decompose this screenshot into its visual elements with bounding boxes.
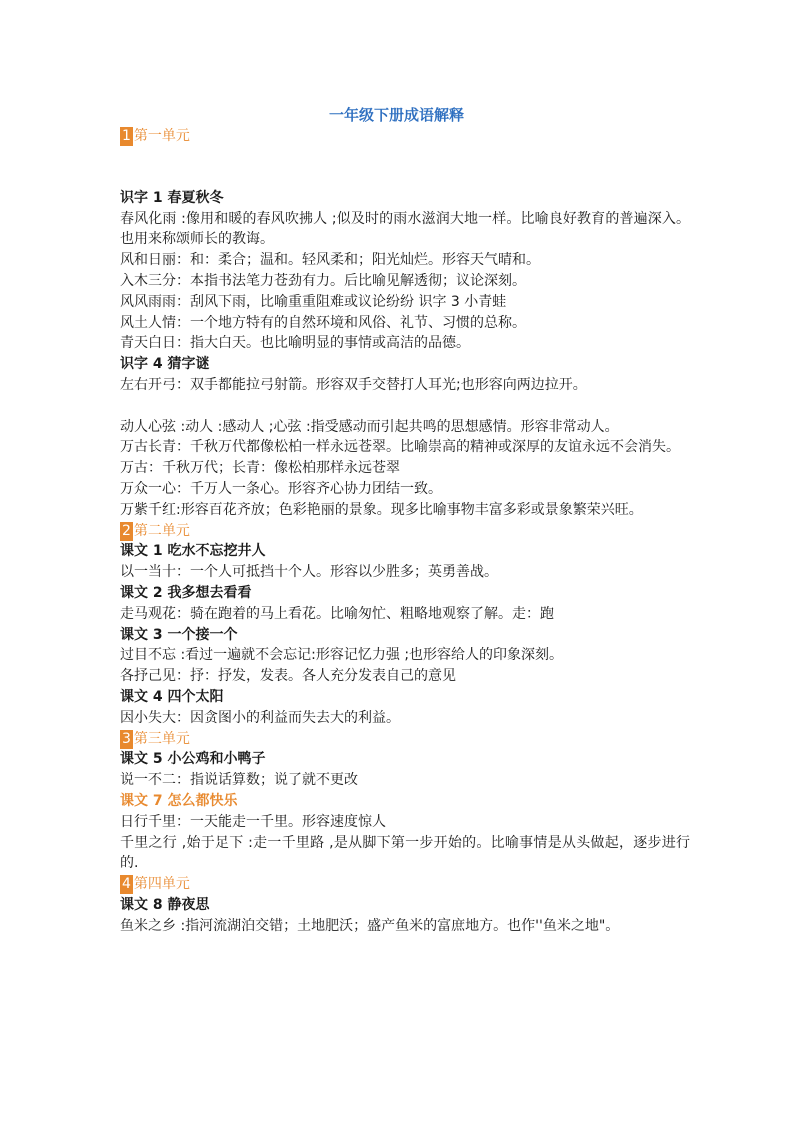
- idiom-entry: 风土人情：一个地方特有的自然环境和风俗、礼节、习惯的总称。: [120, 314, 526, 331]
- unit-number: 3: [122, 730, 131, 747]
- lesson-heading: 课文 1 吃水不忘挖井人: [120, 543, 266, 560]
- idiom-entry: 万众一心：千万人一条心。形容齐心协力团结一致。: [120, 480, 442, 497]
- idiom-entry: 左右开弓：双手都能拉弓射箭。形容双手交替打人耳光;也形容向两边拉开。: [120, 376, 587, 393]
- lesson-heading: 识字 4 猜字谜: [120, 356, 210, 373]
- unit-2-heading: [120, 521, 690, 542]
- idiom-entry: 万紫千红:形容百花齐放；色彩艳丽的景象。现多比喻事物丰富多彩或景象繁荣兴旺。: [120, 501, 643, 518]
- idiom-entry: 动人心弦 :动人 :感动人 ;心弦 :指受感动而引起共鸣的思想感情。形容非常动人。: [120, 418, 619, 435]
- idiom-entry: 青天白日：指大白天。也比喻明显的事情或高洁的品德。: [120, 335, 470, 352]
- idiom-entry: 走马观花：骑在跑着的马上看花。比喻匆忙、粗略地观察了解。走：跑: [120, 605, 554, 622]
- idiom-entry: 风和日丽：和：柔合；温和。轻风柔和；阳光灿烂。形容天气晴和。: [120, 252, 540, 269]
- lesson-heading: 课文 8 静夜思: [120, 896, 210, 913]
- idiom-entry: 过目不忘 :看过一遍就不会忘记:形容记忆力强 ;也形容给人的印象深刻。: [120, 647, 564, 664]
- spacer: [120, 147, 690, 188]
- idiom-entry: 日行千里：一天能走一千里。形容速度惊人: [120, 813, 386, 830]
- idiom-entry: 万古长青：千秋万代都像松柏一样永远苍翠。比喻崇高的精神或深厚的友谊永远不会消失。: [120, 439, 680, 456]
- idiom-entry: 以一当十：一个人可抵挡十个人。形容以少胜多；英勇善战。: [120, 564, 498, 581]
- lesson-heading: 课文 2 我多想去看看: [120, 584, 252, 601]
- idiom-entry: 春风化雨 :像用和暖的春风吹拂人 ;似及时的雨水滋润大地一样。比喻良好教育的普遍深入。也用来称颂师长的教诲。: [120, 210, 690, 248]
- unit-label: 第四单元: [133, 876, 190, 893]
- unit-4-heading: [120, 874, 690, 895]
- page-title: 一年级下册成语解释: [328, 106, 464, 124]
- unit-number: 2: [122, 522, 131, 539]
- idiom-entry: 风风雨雨：刮风下雨，比喻重重阻难或议论纷纷 识字 3 小青蛙: [120, 293, 507, 310]
- lesson-heading: 课文 3 一个接一个: [120, 626, 238, 643]
- idiom-entry: 入木三分：本指书法笔力苍劲有力。后比喻见解透彻；议论深刻。: [120, 272, 526, 289]
- idiom-entry: 万古：千秋万代；长青：像松柏那样永远苍翠: [120, 460, 400, 477]
- spacer: [120, 396, 690, 417]
- lesson-heading: 课文 4 四个太阳: [120, 688, 224, 705]
- content-body: [120, 126, 690, 936]
- lesson-heading: 课文 5 小公鸡和小鸭子: [120, 751, 266, 768]
- lesson-heading: 识字 1 春夏秋冬: [120, 189, 224, 206]
- idiom-entry: 鱼米之乡 :指河流湖泊交错；土地肥沃；盛产鱼米的富庶地方。也作''鱼米之地"。: [120, 917, 620, 934]
- idiom-entry: 因小失大：因贪图小的利益而失去大的利益。: [120, 709, 400, 726]
- unit-label: 第二单元: [133, 522, 190, 539]
- idiom-entry: 说一不二：指说话算数；说了就不更改: [120, 772, 358, 789]
- unit-label: 第一单元: [133, 128, 190, 144]
- unit-number: 4: [122, 876, 131, 893]
- idiom-entry: 千里之行 ,始于足下 :走一千里路 ,是从脚下第一步开始的。比喻事情是从头做起，逐步进行的.: [120, 834, 690, 872]
- unit-1-heading: [120, 126, 690, 147]
- lesson-heading: 课文 7 怎么都快乐: [120, 792, 238, 809]
- unit-3-heading: [120, 729, 690, 750]
- idiom-entry: 各抒己见：抒：抒发，发表。各人充分发表自己的意见: [120, 668, 456, 685]
- unit-label: 第三单元: [133, 730, 190, 747]
- unit-number: 1: [122, 128, 131, 144]
